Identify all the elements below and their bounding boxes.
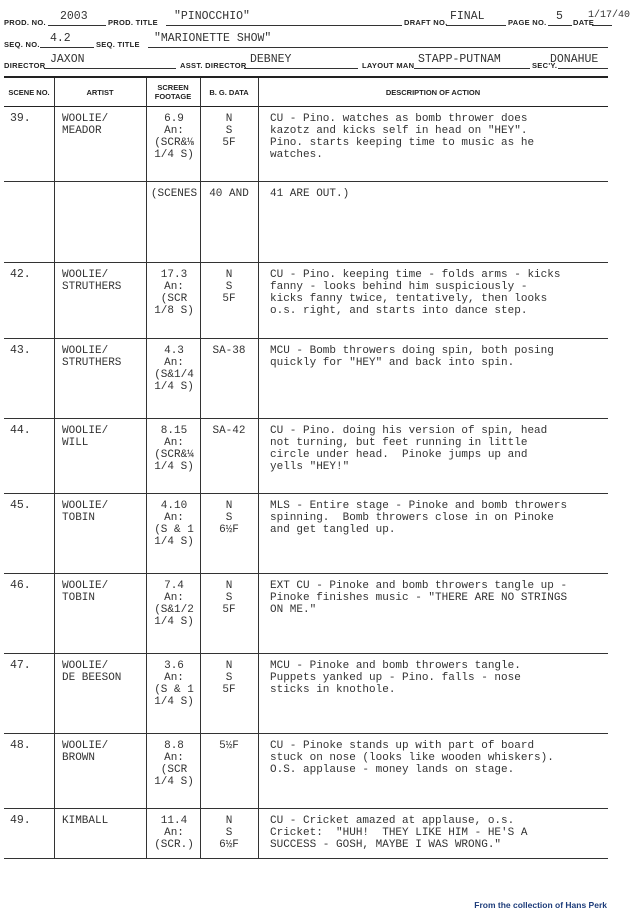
col-artist-header: ARTIST — [86, 87, 114, 97]
col-desc-header: DESCRIPTION OF ACTION — [385, 87, 481, 97]
description: MLS - Entire stage - Pinoke and bomb throwers spinning. Bomb throwers close in on Pinoke and get tangled up. — [270, 500, 568, 536]
artist: WOOLIE/ STRUTHERS — [62, 269, 122, 293]
draft-no: FINAL — [450, 10, 485, 23]
artist: WOOLIE/ BROWN — [62, 740, 109, 764]
description: MCU - Bomb throwers doing spin, both posing quickly for "HEY" and back into spin. — [270, 345, 554, 369]
asst-director: DEBNEY — [250, 53, 292, 66]
seq-no: 4.2 — [50, 32, 71, 45]
draft-no-label: DRAFT NO. — [404, 18, 448, 27]
artist: WOOLIE/ WILL — [62, 425, 109, 449]
prod-no-label: PROD. NO. — [4, 18, 46, 27]
page-no: 5 — [556, 10, 563, 23]
row-divider — [4, 733, 608, 734]
director-label: DIRECTOR — [4, 61, 46, 70]
bg-data: 5½F — [219, 740, 239, 752]
description: CU - Cricket amazed at applause, o.s. Cricket: "HUH! THEY LIKE HIM - HE'S A SUCCESS - GOSH, MAYBE I WAS WRONG." — [270, 815, 528, 851]
col-footage-header: SCREEN FOOTAGE — [154, 83, 192, 101]
director: JAXON — [50, 53, 85, 66]
col-scene-header: SCENE NO. — [8, 87, 50, 97]
screen-footage: (SCENES — [150, 188, 198, 200]
description: CU - Pino. keeping time - folds arms - kicks fanny - looks behind him suspiciously - kicks fanny twice, tentatively, then looks o.s. right, and starts into dance step. — [270, 269, 561, 317]
col-bg-header: B. G. DATA — [209, 87, 249, 97]
screen-footage: 7.4 An: (S&1/2 1/4 S) — [154, 580, 194, 628]
scene-number: 39. — [10, 112, 31, 125]
table-bottom — [4, 858, 608, 859]
secy-label: SEC'Y. — [532, 61, 558, 70]
screen-footage: 8.15 An: (SCR&¼ 1/4 S) — [154, 425, 194, 473]
row-divider — [4, 262, 608, 263]
bg-data: N S 5F — [222, 269, 236, 305]
description: CU - Pino. doing his version of spin, head not turning, but feet running in little circle under head. Pinoke jumps up and yells "HEY!" — [270, 425, 548, 473]
row-divider — [4, 808, 608, 809]
artist: WOOLIE/ TOBIN — [62, 580, 109, 604]
seq-no-label: SEQ. NO. — [4, 40, 40, 49]
prod-title: "PINOCCHIO" — [174, 10, 250, 23]
scene-number: 43. — [10, 344, 31, 357]
asst-director-label: ASST. DIRECTOR — [180, 61, 247, 70]
scene-number: 45. — [10, 499, 31, 512]
screen-footage: 6.9 An: (SCR&⅛ 1/4 S) — [154, 113, 194, 161]
screen-footage: 17.3 An: (SCR 1/8 S) — [154, 269, 194, 317]
prod-title-label: PROD. TITLE — [108, 18, 158, 27]
header-row-3 — [4, 53, 609, 71]
artist: WOOLIE/ DE BEESON — [62, 660, 122, 684]
description: CU - Pinoke stands up with part of board stuck on nose (looks like wooden whiskers). O.S. applause - money lands on stage. — [270, 740, 554, 776]
bg-data: SA-42 — [212, 425, 246, 437]
bg-data: SA-38 — [212, 345, 246, 357]
screen-footage: 8.8 An: (SCR 1/4 S) — [154, 740, 194, 788]
header-row-1 — [4, 10, 630, 28]
row-divider — [4, 418, 608, 419]
row-divider — [4, 653, 608, 654]
scene-number: 49. — [10, 814, 31, 827]
secy: DONAHUE — [550, 53, 599, 66]
date: 1/17/40 — [588, 10, 630, 21]
description: CU - Pino. watches as bomb thrower does kazotz and kicks self in head on "HEY". Pino. starts keeping time to music as he watches. — [270, 113, 535, 161]
date-label: DATE — [573, 18, 595, 27]
bg-data: N S 5F — [222, 580, 236, 616]
row-divider — [4, 573, 608, 574]
bg-data: N S 6½F — [219, 500, 239, 536]
prod-no: 2003 — [60, 10, 88, 23]
seq-title-label: SEQ. TITLE — [96, 40, 140, 49]
description: 41 ARE OUT.) — [270, 188, 350, 200]
bg-data: N S 6½F — [219, 815, 239, 851]
screen-footage: 11.4 An: (SCR.) — [154, 815, 194, 851]
page-no-label: PAGE NO. — [508, 18, 547, 27]
artist: KIMBALL — [62, 815, 109, 827]
description: MCU - Pinoke and bomb throwers tangle. Puppets yanked up - Pino. falls - nose sticks in knothole. — [270, 660, 521, 696]
description: EXT CU - Pinoke and bomb throwers tangle up - Pinoke finishes music - "THERE ARE NO STRINGS ON ME." — [270, 580, 568, 616]
bg-data: N S 5F — [222, 113, 236, 149]
scene-number: 44. — [10, 424, 31, 437]
header-row-2 — [4, 32, 609, 50]
artist: WOOLIE/ MEADOR — [62, 113, 109, 137]
scene-table — [4, 76, 608, 858]
row-divider — [4, 493, 608, 494]
row-divider — [4, 181, 608, 182]
scene-number: 42. — [10, 268, 31, 281]
bg-data: N S 5F — [222, 660, 236, 696]
scene-number: 48. — [10, 739, 31, 752]
collection-credit: From the collection of Hans Perk — [474, 900, 607, 910]
seq-title: "MARIONETTE SHOW" — [154, 32, 272, 45]
screen-footage: 3.6 An: (S & 1 1/4 S) — [154, 660, 194, 708]
scene-number: 46. — [10, 579, 31, 592]
screen-footage: 4.3 An: (S&1/4 1/4 S) — [154, 345, 194, 393]
layout-man: STAPP-PUTNAM — [418, 53, 501, 66]
artist: WOOLIE/ STRUTHERS — [62, 345, 122, 369]
artist: WOOLIE/ TOBIN — [62, 500, 109, 524]
layout-man-label: LAYOUT MAN — [362, 61, 415, 70]
scene-number: 47. — [10, 659, 31, 672]
screen-footage: 4.10 An: (S & 1 1/4 S) — [154, 500, 194, 548]
row-divider — [4, 338, 608, 339]
bg-data: 40 AND — [209, 188, 249, 200]
